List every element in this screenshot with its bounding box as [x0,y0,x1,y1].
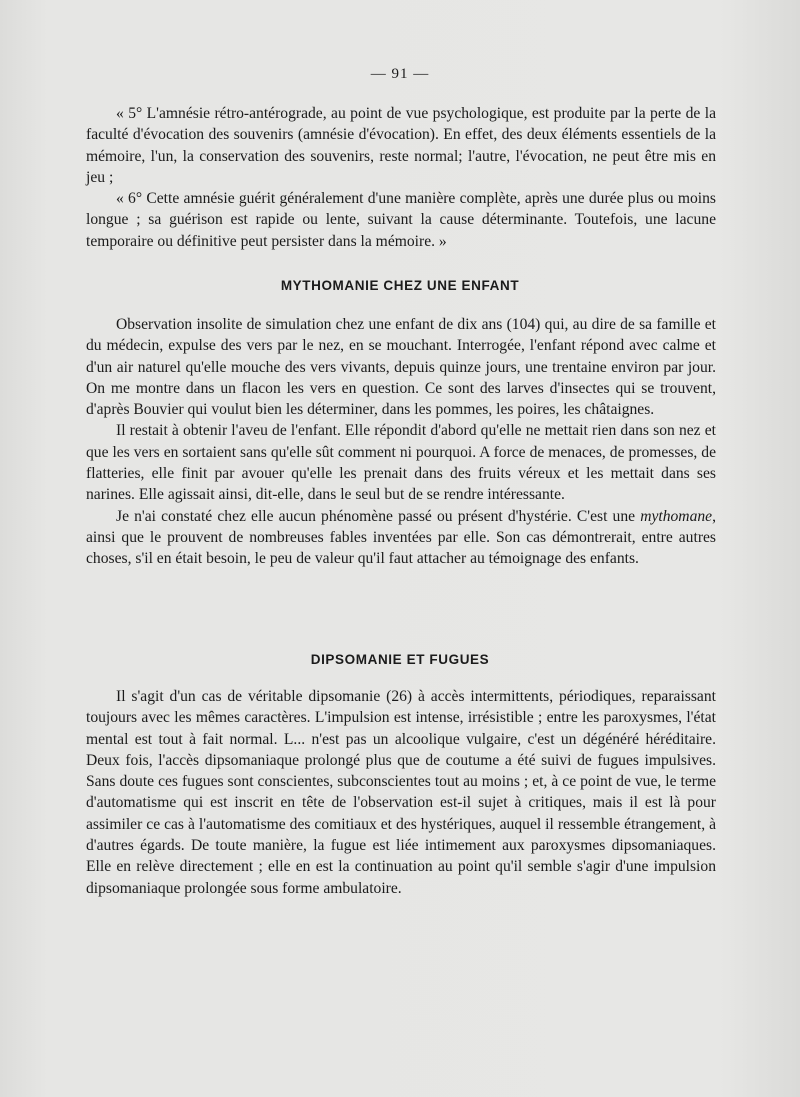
text-run: , ainsi que le prouvent de nombreuses fables inventées par elle. Son cas démontrerait, entre autres choses, s'il en était besoin, le peu de valeur qu'il faut attacher au témoignage des enfants. [86,507,716,568]
paragraph: Il restait à obtenir l'aveu de l'enfant. Elle répondit d'abord qu'elle ne mettait rien dans son nez et que les vers en sortaient sans qu'elle sût comment ni pourquoi. A force de menaces, de promesses, de flatteries, elle finit par avouer qu'elle les prenait dans des fruits véreux et les mettait dans ses narines. Elle agissait ainsi, dit-elle, dans le seul but de se rendre intéressante. [86,422,716,504]
intro-text [86,103,716,252]
paragraph: « 5° L'amnésie rétro-antérograde, au point de vue psychologique, est produite par la perte de la faculté d'évocation des souvenirs (amnésie d'évocation). En effet, des deux éléments essentiels de la mémoire, l'un, la conservation des souvenirs, reste normal; l'autre, l'évocation, ne peut être mis en jeu ; [86,105,716,186]
paragraph: Il s'agit d'un cas de véritable dipsomanie (26) à accès intermittents, périodiques, reparaissant toujours avec les mêmes caractères. L'impulsion est intense, irrésistible ; entre les paroxysmes, l'état mental est tout à fait normal. L... n'est pas un alcoolique vulgaire, c'est un dégénéré héréditaire. Deux fois, l'accès dipsomaniaque prolongé plus que de coutume a été suivi de fugues impulsives. Sans doute ces fugues sont conscientes, subconscientes tout au moins ; et, à ce point de vue, le terme d'automatisme qui est inscrit en tête de l'observation est-il sujet à critiques, mais il est là pour assimiler ce cas à l'automatisme des comitiaux et des hystériques, auquel il ressemble étrangement, à d'autres égards. De toute manière, la fugue est liée intimement aux paroxysmes dipsomaniaques. Elle en relève directement ; elle en est la continuation au point qu'il semble s'agir d'une impulsion dipsomaniaque prolongée sous forme ambulatoire. [86,688,716,897]
section-dipsomanie-body [86,686,716,899]
section-heading-mythomanie: MYTHOMANIE CHEZ UNE ENFANT [280,278,520,293]
paragraph [86,506,716,570]
section-heading-dipsomanie: DIPSOMANIE ET FUGUES [310,652,490,667]
page-number: — 91 — [370,66,430,82]
paragraph: Observation insolite de simulation chez une enfant de dix ans (104) qui, au dire de sa famille et du médecin, expulse des vers par le nez, en se mouchant. Interrogée, l'enfant répond avec calme et d'un air naturel qu'elle mouche des vers vivants, depuis quinze jours, une trentaine environ par jour. On me montre dans un flacon les vers en question. Ce sont des larves d'insectes qui se trouvent, d'après Bouvier qui voulut bien les déterminer, dans les pommes, les poires, les châtaignes. [86,316,716,419]
italic-term: mythomane [640,507,713,525]
paragraph: « 6° Cette amnésie guérit généralement d'une manière complète, après une durée plus ou moins longue ; sa guérison est rapide ou lente, suivant la cause déterminante. Toutefois, une lacune temporaire ou définitive peut persister dans la mémoire. » [86,190,716,250]
text-run: Je n'ai constaté chez elle aucun phénomène passé ou présent d'hystérie. C'est une [116,507,641,525]
section-mythomanie-body [86,314,716,570]
